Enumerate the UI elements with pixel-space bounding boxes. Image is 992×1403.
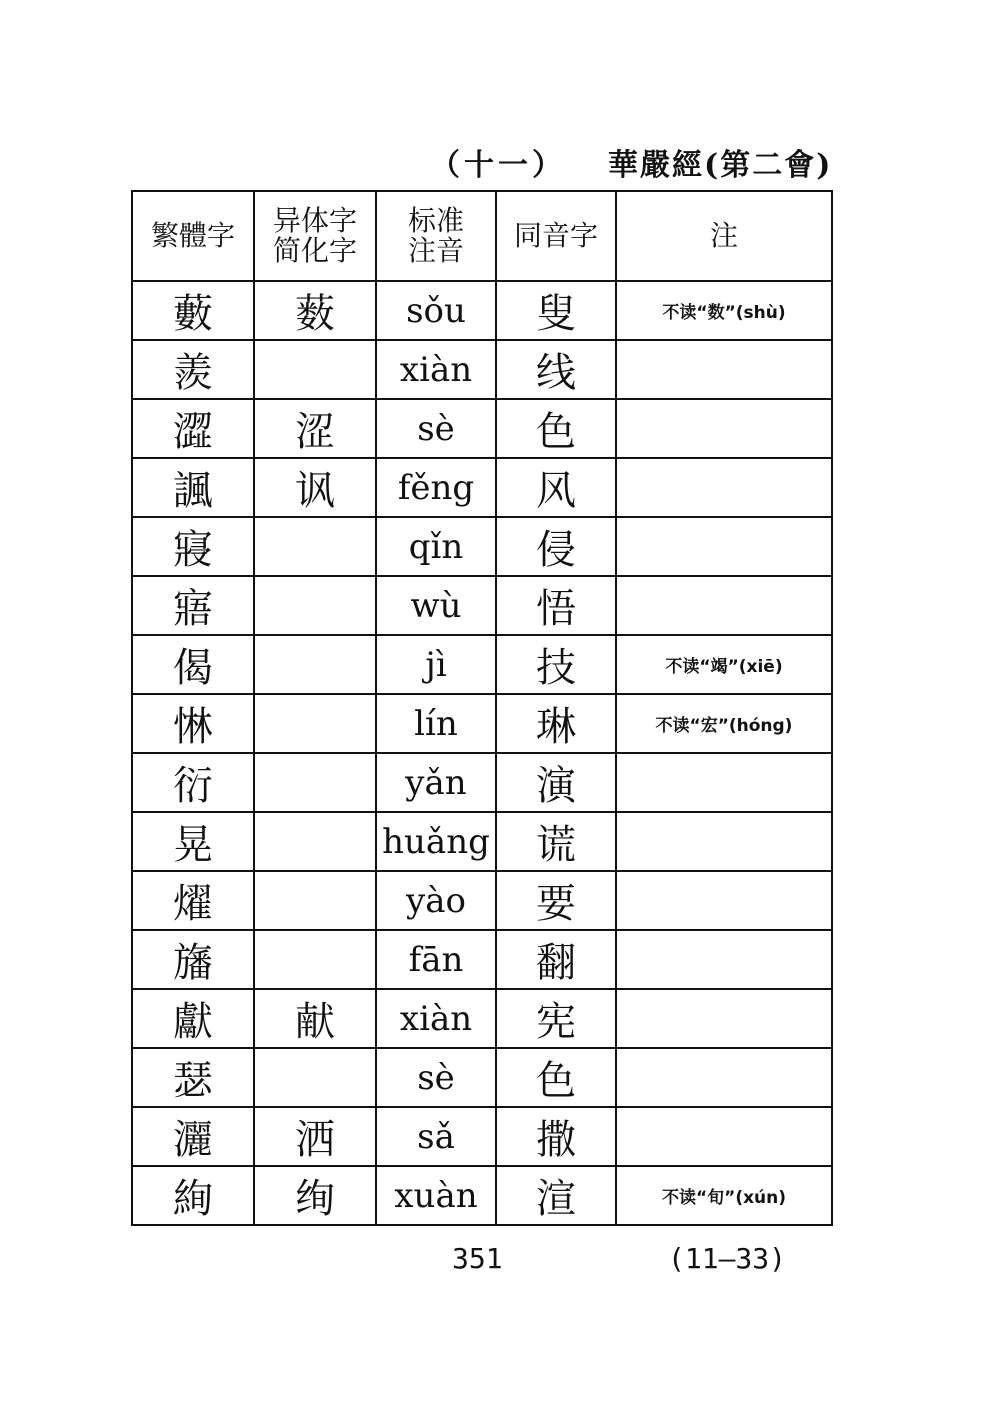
homophone-char: 谎 (496, 812, 616, 871)
pinyin-reading: sè (376, 1048, 496, 1107)
note-text (616, 576, 832, 635)
homophone-char: 线 (496, 340, 616, 399)
variant-char: 讽 (254, 458, 376, 517)
table-row (132, 812, 832, 871)
table-row (132, 694, 832, 753)
table-row (132, 930, 832, 989)
traditional-char: 旛 (132, 930, 254, 989)
traditional-char: 澀 (132, 399, 254, 458)
variant-char (254, 753, 376, 812)
table-row (132, 1048, 832, 1107)
note-text (616, 989, 832, 1048)
traditional-char: 羨 (132, 340, 254, 399)
note-text: 不读“数”(shù) (616, 281, 832, 340)
homophone-char: 技 (496, 635, 616, 694)
pinyin-reading: jì (376, 635, 496, 694)
pinyin-reading: wù (376, 576, 496, 635)
pinyin-reading: huǎng (376, 812, 496, 871)
variant-char (254, 517, 376, 576)
note-text (616, 340, 832, 399)
traditional-char: 晃 (132, 812, 254, 871)
traditional-char: 寢 (132, 517, 254, 576)
pinyin-reading: yào (376, 871, 496, 930)
pinyin-reading: lín (376, 694, 496, 753)
col-header-note: 注 (616, 191, 832, 281)
page-number: 351 (452, 1242, 503, 1275)
traditional-char: 惏 (132, 694, 254, 753)
table-row (132, 989, 832, 1048)
sutra-title: 華嚴經(第二會) (608, 148, 833, 183)
page-header (0, 140, 992, 183)
note-text: 不读“宏”(hóng) (616, 694, 832, 753)
variant-char: 洒 (254, 1107, 376, 1166)
homophone-char: 风 (496, 458, 616, 517)
table-row (132, 281, 832, 340)
variant-char (254, 340, 376, 399)
pinyin-reading: xiàn (376, 989, 496, 1048)
page-footer (0, 1242, 992, 1282)
homophone-char: 演 (496, 753, 616, 812)
homophone-char: 侵 (496, 517, 616, 576)
variant-char (254, 871, 376, 930)
note-text: 不读“竭”(xiē) (616, 635, 832, 694)
note-text: 不读“旬”(xún) (616, 1166, 832, 1225)
pinyin-reading: xiàn (376, 340, 496, 399)
homophone-char: 色 (496, 399, 616, 458)
table-row (132, 517, 832, 576)
traditional-char: 灑 (132, 1107, 254, 1166)
table-row (132, 1166, 832, 1225)
traditional-char: 偈 (132, 635, 254, 694)
pinyin-reading: sǒu (376, 281, 496, 340)
traditional-char: 獻 (132, 989, 254, 1048)
variant-char (254, 930, 376, 989)
variant-char: 涩 (254, 399, 376, 458)
table-row (132, 753, 832, 812)
homophone-char: 渲 (496, 1166, 616, 1225)
note-text (616, 871, 832, 930)
table-header-row (132, 191, 832, 281)
traditional-char: 衍 (132, 753, 254, 812)
homophone-char: 宪 (496, 989, 616, 1048)
traditional-char: 藪 (132, 281, 254, 340)
pronunciation-table (131, 190, 833, 1226)
col-header-variant: 异体字 简化字 (254, 191, 376, 281)
homophone-char: 要 (496, 871, 616, 930)
traditional-char: 瑟 (132, 1048, 254, 1107)
pinyin-reading: sè (376, 399, 496, 458)
page-code: (11—33) (668, 1242, 787, 1275)
note-text (616, 930, 832, 989)
note-text (616, 399, 832, 458)
col-header-traditional: 繁體字 (132, 191, 254, 281)
note-text (616, 753, 832, 812)
variant-char: 薮 (254, 281, 376, 340)
pinyin-reading: sǎ (376, 1107, 496, 1166)
variant-char (254, 576, 376, 635)
col-header-homophone: 同音字 (496, 191, 616, 281)
traditional-char: 燿 (132, 871, 254, 930)
variant-char (254, 812, 376, 871)
pinyin-reading: qǐn (376, 517, 496, 576)
homophone-char: 悟 (496, 576, 616, 635)
note-text (616, 517, 832, 576)
homophone-char: 色 (496, 1048, 616, 1107)
variant-char (254, 1048, 376, 1107)
variant-char (254, 694, 376, 753)
homophone-char: 琳 (496, 694, 616, 753)
table-row (132, 340, 832, 399)
table-row (132, 871, 832, 930)
col-header-pinyin: 标准 注音 (376, 191, 496, 281)
variant-char: 绚 (254, 1166, 376, 1225)
note-text (616, 1107, 832, 1166)
homophone-char: 叟 (496, 281, 616, 340)
variant-char: 献 (254, 989, 376, 1048)
traditional-char: 絢 (132, 1166, 254, 1225)
note-text (616, 1048, 832, 1107)
homophone-char: 撒 (496, 1107, 616, 1166)
chapter-number: （十一） (430, 148, 566, 183)
table-row (132, 576, 832, 635)
pinyin-reading: xuàn (376, 1166, 496, 1225)
variant-char (254, 635, 376, 694)
pinyin-reading: fěng (376, 458, 496, 517)
pinyin-reading: yǎn (376, 753, 496, 812)
table-row (132, 635, 832, 694)
table-row (132, 399, 832, 458)
pinyin-reading: fān (376, 930, 496, 989)
homophone-char: 翻 (496, 930, 616, 989)
table-row (132, 1107, 832, 1166)
note-text (616, 812, 832, 871)
table-row (132, 458, 832, 517)
note-text (616, 458, 832, 517)
traditional-char: 寤 (132, 576, 254, 635)
traditional-char: 諷 (132, 458, 254, 517)
